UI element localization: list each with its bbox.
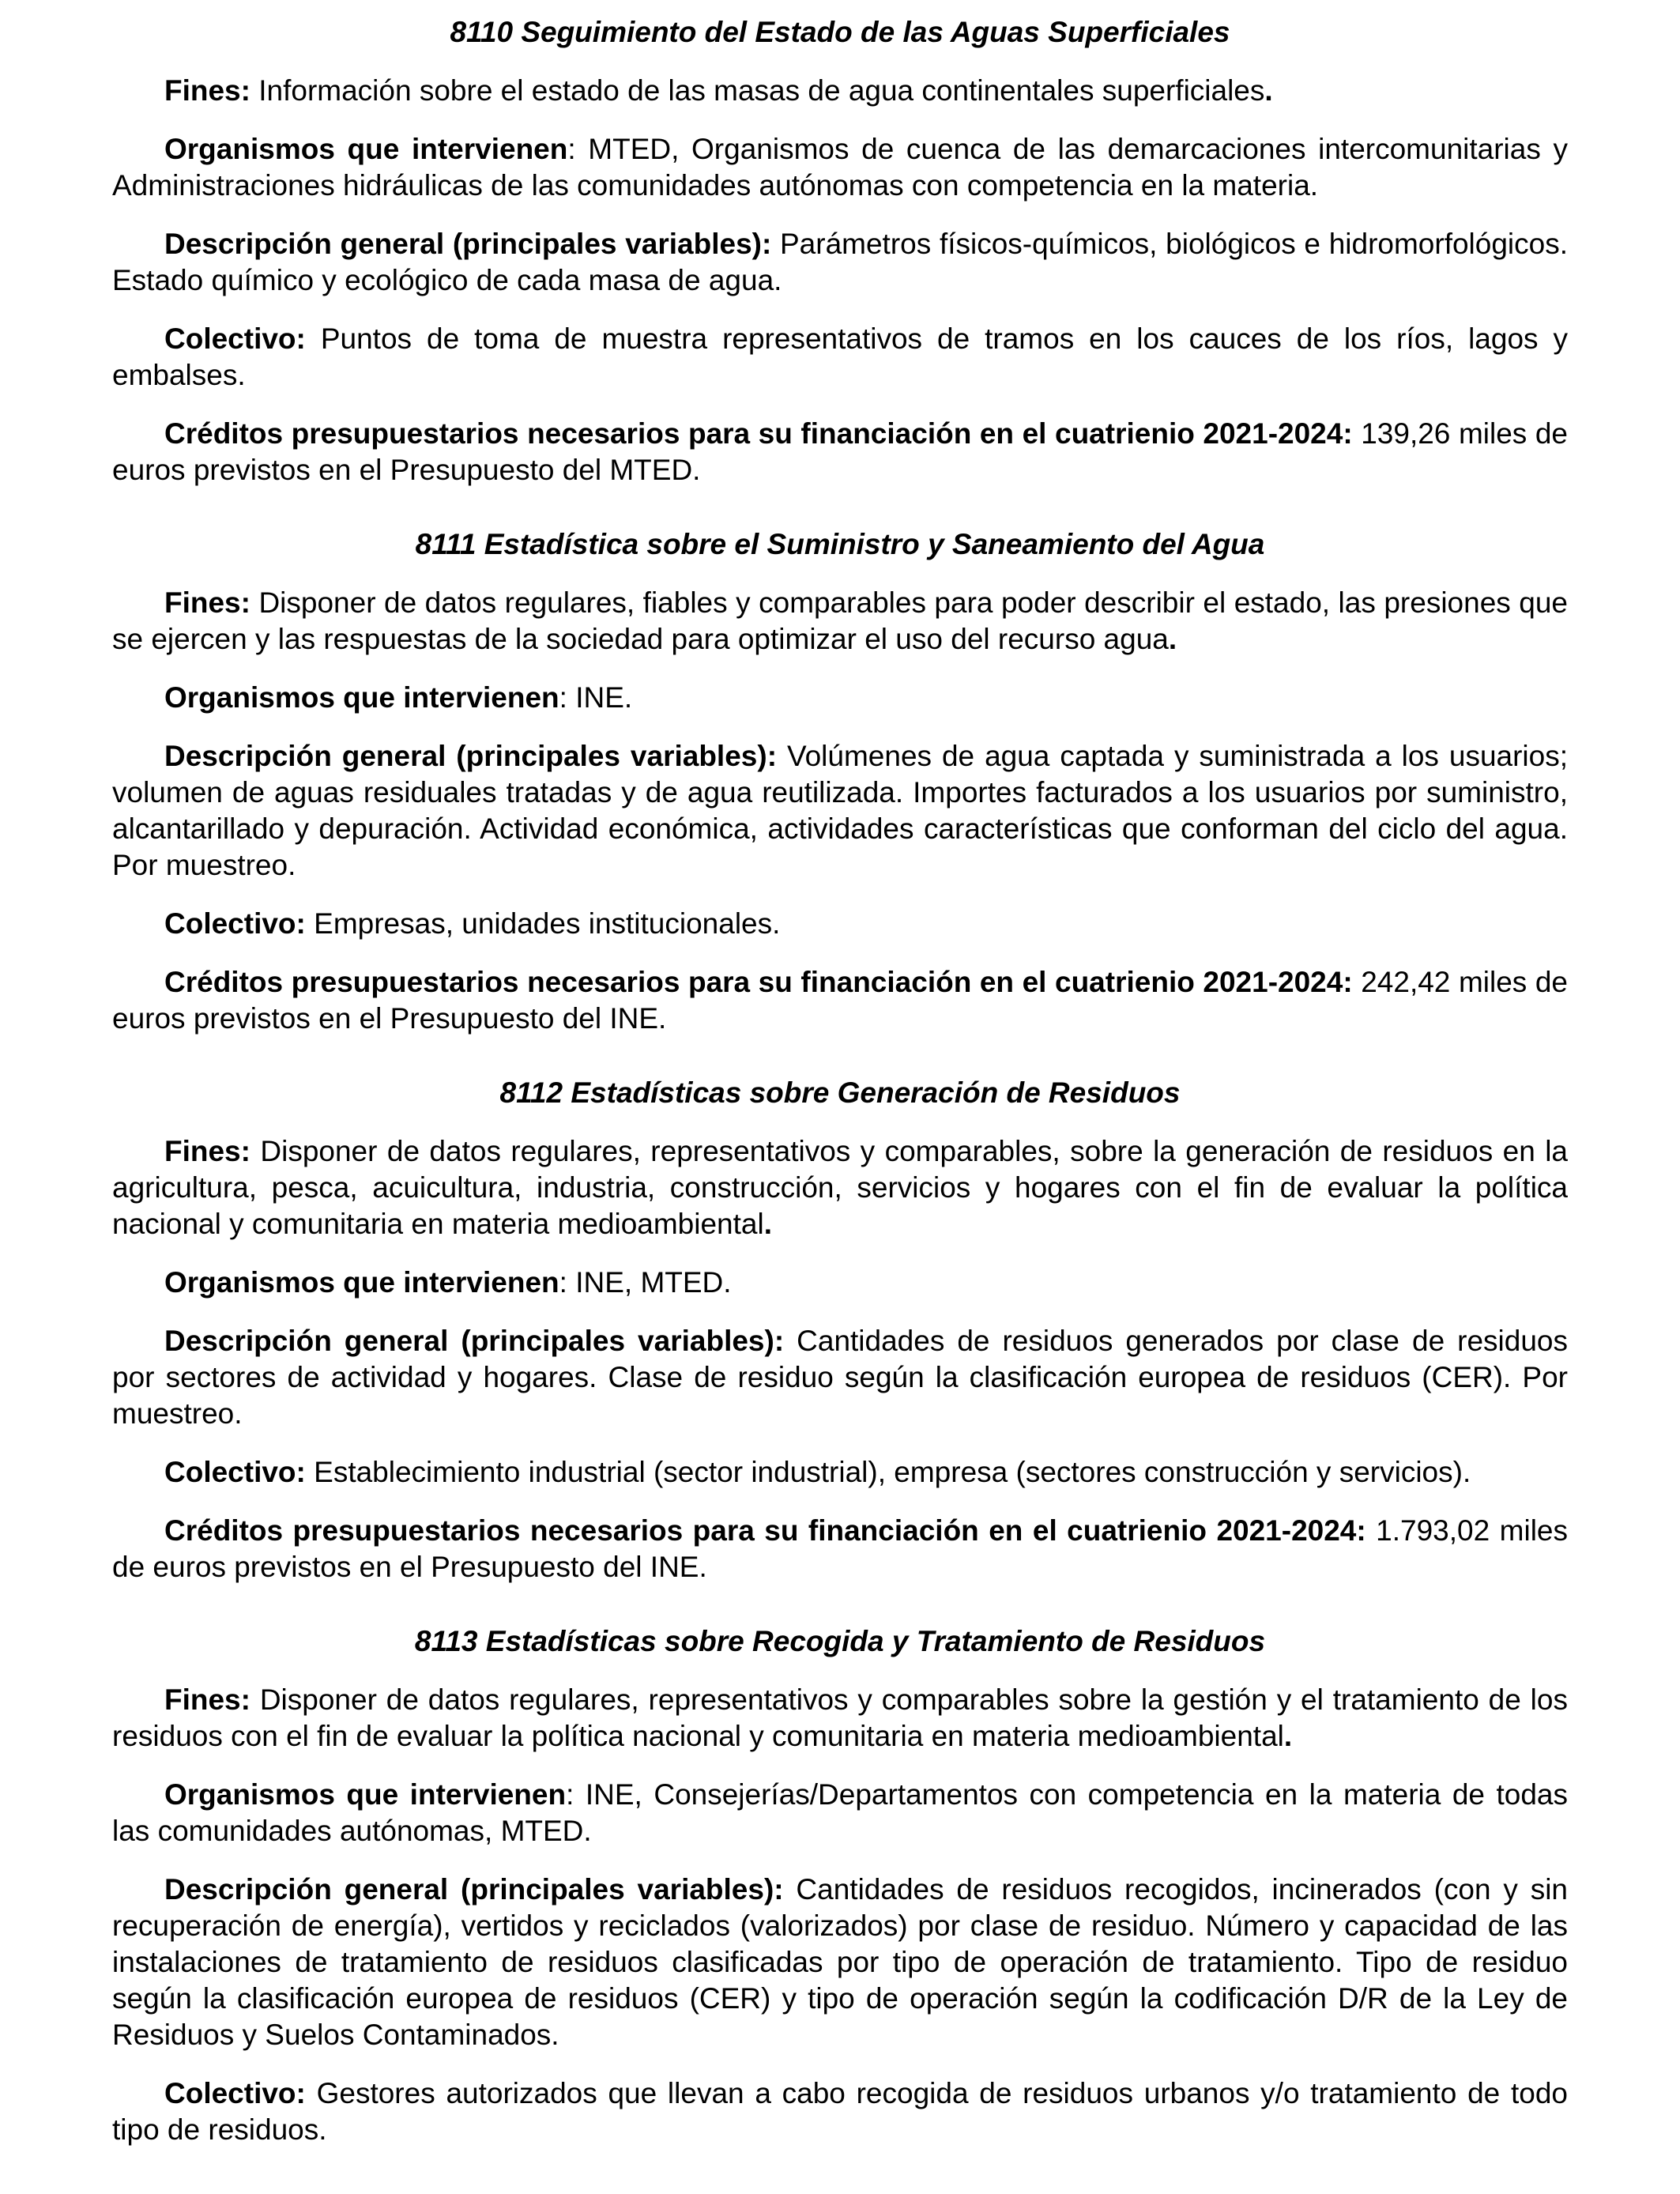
section-8112 xyxy=(112,1075,1568,1585)
descripcion-text: Cantidades de residuos generados por clase de residuos por sectores de actividad y hogares. Clase de residuo según la clasificación europea de residuos (CER). Por muestreo. xyxy=(112,1325,1569,1430)
descripcion-label: Descripción general (principales variables): xyxy=(164,228,772,260)
creditos-text: 1.793,02 miles de euros previstos en el Presupuesto del INE. xyxy=(112,1514,1568,1583)
section-8110 xyxy=(112,14,1568,488)
organismos-text: : INE, Consejerías/Departamentos con competencia en la materia de todas las comunidades autónomas, MTED. xyxy=(112,1778,1568,1847)
colectivo-label: Colectivo: xyxy=(164,1456,306,1488)
creditos-text: 139,26 miles de euros previstos en el Presupuesto del MTED. xyxy=(112,417,1568,486)
fines-label: Fines: xyxy=(164,74,250,107)
document-page xyxy=(112,14,1568,2186)
creditos-paragraph xyxy=(112,964,1568,1037)
organismos-paragraph xyxy=(112,131,1568,204)
colectivo-text: Establecimiento industrial (sector industrial), empresa (sectores construcción y servicios). xyxy=(305,1456,1471,1488)
colectivo-label: Colectivo: xyxy=(164,907,306,940)
creditos-text: 242,42 miles de euros previstos en el Presupuesto del INE. xyxy=(112,966,1568,1035)
organismos-paragraph xyxy=(112,1777,1568,1849)
organismos-text: : MTED, Organismos de cuenca de las demarcaciones intercomunitarias y Administraciones hidráulicas de las comunidades autónomas con competencia en la materia. xyxy=(112,133,1568,202)
colectivo-paragraph xyxy=(112,2075,1568,2148)
creditos-paragraph xyxy=(112,416,1568,488)
organismos-label: Organismos que intervienen xyxy=(164,1266,559,1299)
colectivo-label: Colectivo: xyxy=(164,322,306,355)
section-title: 8112 Estadísticas sobre Generación de Residuos xyxy=(499,1076,1181,1109)
organismos-text: : INE. xyxy=(559,681,633,714)
fines-end: . xyxy=(1283,1720,1293,1752)
descripcion-text: Cantidades de residuos recogidos, incinerados (con y sin recuperación de energía), vertidos y reciclados (valorizados) por clase de residuo. Número y capacidad de las instalaciones de tratamiento de residuos clasificadas por tipo de operación de tratamiento. Tipo de residuo según la clasificación europea de residuos (CER) y tipo de operación según la codificación D/R de la Ley de Residuos y Suelos Contaminados. xyxy=(112,1873,1568,2051)
organismos-label: Organismos que intervienen xyxy=(164,133,568,165)
colectivo-paragraph xyxy=(112,1454,1568,1491)
descripcion-label: Descripción general (principales variables): xyxy=(164,1325,785,1357)
fines-paragraph xyxy=(112,73,1568,109)
fines-label: Fines: xyxy=(164,1683,250,1716)
section-8113 xyxy=(112,1623,1568,2148)
fines-end: . xyxy=(763,1208,772,1240)
descripcion-paragraph xyxy=(112,1323,1568,1432)
creditos-label: Créditos presupuestarios necesarios para su financiación en el cuatrienio 2021-2024: xyxy=(164,1514,1366,1547)
colectivo-text: Empresas, unidades institucionales. xyxy=(305,907,781,940)
descripcion-paragraph xyxy=(112,738,1568,884)
colectivo-text: Puntos de toma de muestra representativos de tramos en los cauces de los ríos, lagos y embalses. xyxy=(112,322,1568,391)
section-title: 8110 Seguimiento del Estado de las Aguas Superficiales xyxy=(450,16,1230,48)
fines-label: Fines: xyxy=(164,586,250,619)
descripcion-label: Descripción general (principales variables): xyxy=(164,1873,784,1906)
organismos-label: Organismos que intervienen xyxy=(164,681,559,714)
fines-text: Disponer de datos regulares, representativos y comparables sobre la gestión y el tratamiento de los residuos con el fin de evaluar la política nacional y comunitaria en materia medioambiental xyxy=(112,1683,1568,1752)
organismos-paragraph xyxy=(112,1265,1568,1301)
fines-text: Disponer de datos regulares, representativos y comparables, sobre la generación de residuos en la agricultura, pesca, acuicultura, industria, construcción, servicios y hogares con el fin de evaluar la política nacional y comunitaria en materia medioambiental xyxy=(112,1135,1568,1240)
fines-text: Disponer de datos regulares, fiables y comparables para poder describir el estado, las presiones que se ejercen y las respuestas de la sociedad para optimizar el uso del recurso agua xyxy=(112,586,1568,655)
descripcion-paragraph xyxy=(112,226,1568,299)
organismos-text: : INE, MTED. xyxy=(559,1266,732,1299)
colectivo-paragraph xyxy=(112,321,1568,394)
descripcion-paragraph xyxy=(112,1872,1568,2053)
fines-paragraph xyxy=(112,585,1568,658)
fines-end: . xyxy=(1168,623,1177,655)
colectivo-paragraph xyxy=(112,906,1568,942)
descripcion-label: Descripción general (principales variables): xyxy=(164,740,778,772)
fines-paragraph xyxy=(112,1682,1568,1755)
organismos-label: Organismos que intervienen xyxy=(164,1778,567,1811)
fines-label: Fines: xyxy=(164,1135,250,1167)
creditos-paragraph xyxy=(112,1513,1568,1585)
fines-paragraph xyxy=(112,1133,1568,1242)
section-8111 xyxy=(112,526,1568,1037)
creditos-label: Créditos presupuestarios necesarios para su financiación en el cuatrienio 2021-2024: xyxy=(164,966,1353,998)
colectivo-label: Colectivo: xyxy=(164,2077,306,2109)
organismos-paragraph xyxy=(112,680,1568,716)
section-title: 8111 Estadística sobre el Suministro y Saneamiento del Agua xyxy=(415,528,1265,560)
creditos-label: Créditos presupuestarios necesarios para su financiación en el cuatrienio 2021-2024: xyxy=(164,417,1353,450)
descripcion-text: Volúmenes de agua captada y suministrada a los usuarios; volumen de aguas residuales tratadas y de agua reutilizada. Importes facturados a los usuarios por suministro, alcantarillado y depuración. Actividad económica, actividades características que conforman del ciclo del agua. Por muestreo. xyxy=(112,740,1568,881)
colectivo-text: Gestores autorizados que llevan a cabo recogida de residuos urbanos y/o tratamiento de todo tipo de residuos. xyxy=(112,2077,1568,2146)
fines-end: . xyxy=(1264,74,1273,107)
descripcion-text: Parámetros físicos-químicos, biológicos e hidromorfológicos. Estado químico y ecológico de cada masa de agua. xyxy=(112,228,1569,296)
section-title: 8113 Estadísticas sobre Recogida y Tratamiento de Residuos xyxy=(414,1625,1266,1657)
fines-text: Información sobre el estado de las masas de agua continentales superficiales xyxy=(250,74,1265,107)
